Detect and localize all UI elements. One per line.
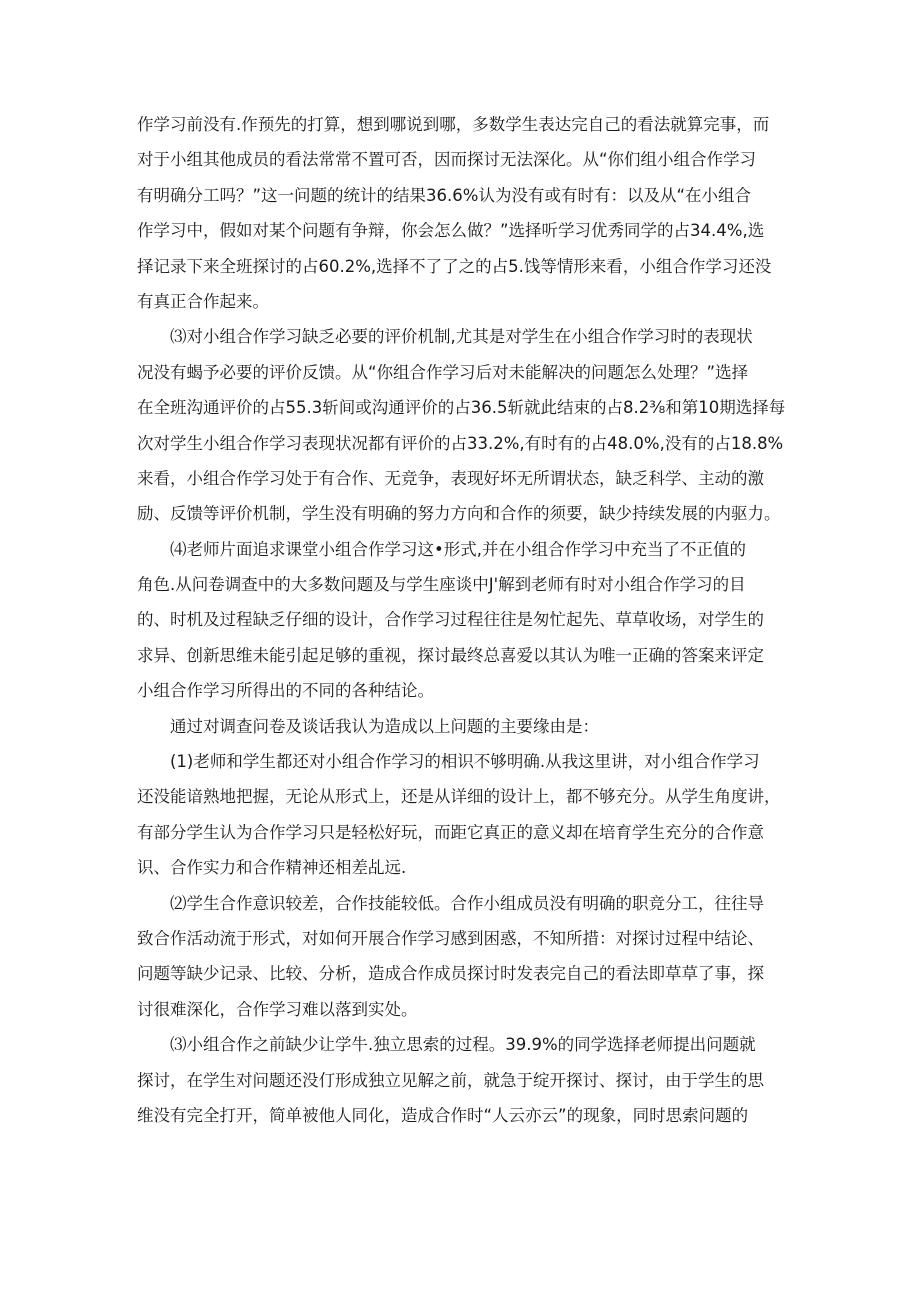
text-line: 次对学生小组合作学习表现状况都有评价的占33.2%,有时有的占48.0%,没有的占18.8% <box>137 433 784 453</box>
text-line: 在全班沟通评价的占55.3斩间或沟通评价的占36.5斩就此结束的占8.2⅜和第10期选择每 <box>137 398 786 418</box>
text-line: 作学习中，假如对某个问题有争辩，你会怎么做？”选择听学习优秀同学的占34.4%,选 <box>137 221 765 241</box>
text-line: ⑶对小组合作学习缺乏必要的评价机制,尤其是对学生在小组合作学习时的表现状 <box>170 327 753 347</box>
text-line: 小组合作学习所得出的不同的各种结论。 <box>137 681 434 701</box>
text-line: 励、反馈等评价机制，学生没有明确的努力方向和合作的须要，缺少持续发展的内驱力。 <box>137 504 781 524</box>
text-line: (1)老师和学生都还对小组合作学习的相识不够明确.从我这里讲，对小组合作学习 <box>170 752 760 772</box>
text-line: 对于小组其他成员的看法常常不置可否，因而探讨无法深化。从“你们组小组合作学习 <box>137 150 757 170</box>
text-line: 求异、创新思维未能引起足够的重视，探讨最终总喜爱以其认为唯一正确的答案来评定 <box>137 645 764 665</box>
text-line: 有明确分工吗？”这一问题的统计的结果36.6%认为没有或有时有：以及从“在小组合 <box>137 185 752 205</box>
text-line: 还没能谙熟地把握，无论从形式上，还是从详细的设计上，都不够充分。从学生角度讲， <box>137 787 781 807</box>
text-line: 有真正合作起来。 <box>137 291 269 311</box>
text-line: 问题等缺少记录、比较、分析，造成合作成员探讨时发表完自己的看法即草草了事，探 <box>137 964 764 984</box>
text-line: 作学习前没有.作预先的打算，想到哪说到哪，多数学生表达完自己的看法就算完事，而 <box>137 115 770 134</box>
text-line: 探讨，在学生对问题还没仃形成独立见解之前，就急于绽开探讨、探讨，由于学生的思 <box>137 1070 764 1090</box>
text-line: 致合作活动流于形式，对如何开展合作学习感到困惑，不知所措：对探讨过程中结论、 <box>137 928 764 948</box>
text-line: ⑶小组合作之前缺少让学牛.独立思索的过程。39.9%的同学选择老师提出问题就 <box>170 1035 756 1055</box>
text-line: 通过对调查问卷及谈话我认为造成以上问题的主要缘由是： <box>170 716 599 736</box>
text-line: 有部分学生认为合作学习只是轻松好玩，而距它真正的意义却在培育学生充分的合作意 <box>137 822 764 842</box>
text-line: ⑷老师片面追求课堂小组合作学习这•形式,并在小组合作学习中充当了不正值的 <box>170 539 746 559</box>
text-line: ⑵学生合作意识较差，合作技能较低。合作小组成员没有明确的职竞分工，往往导 <box>170 893 764 913</box>
text-line: 识、合作实力和合作精神还相差乩远. <box>137 858 407 878</box>
text-line: 角色.从问卷调查中的大多数问题及与学生座谈中J'解到老师有时对小组合作学习的目 <box>137 575 746 595</box>
text-line: 讨很难深化，合作学习难以落到实处。 <box>137 999 418 1019</box>
body-text <box>137 107 797 1133</box>
text-line: 维没有完全打开，简单被他人同化，造成合作时“人云亦云”的现象，同时思索问题的 <box>137 1105 749 1125</box>
text-line: 况没有蝎予必要的评价反馈。从“你组合作学习后对未能解决的问题怎么处理？”选择 <box>137 362 749 382</box>
text-line: 择记录下来全班探讨的占60.2%,选择不了了之的占5.饯等情形来看，小组合作学习还没 <box>137 256 772 276</box>
text-line: 来看，小组合作学习处于有合作、无竞争，表现好坏无所谓状态，缺乏科学、主动的激 <box>137 468 764 488</box>
text-line: 的、时机及过程缺乏仔细的设计，合作学习过程往往是匆忙起先、草草收场，对学生的 <box>137 610 764 630</box>
